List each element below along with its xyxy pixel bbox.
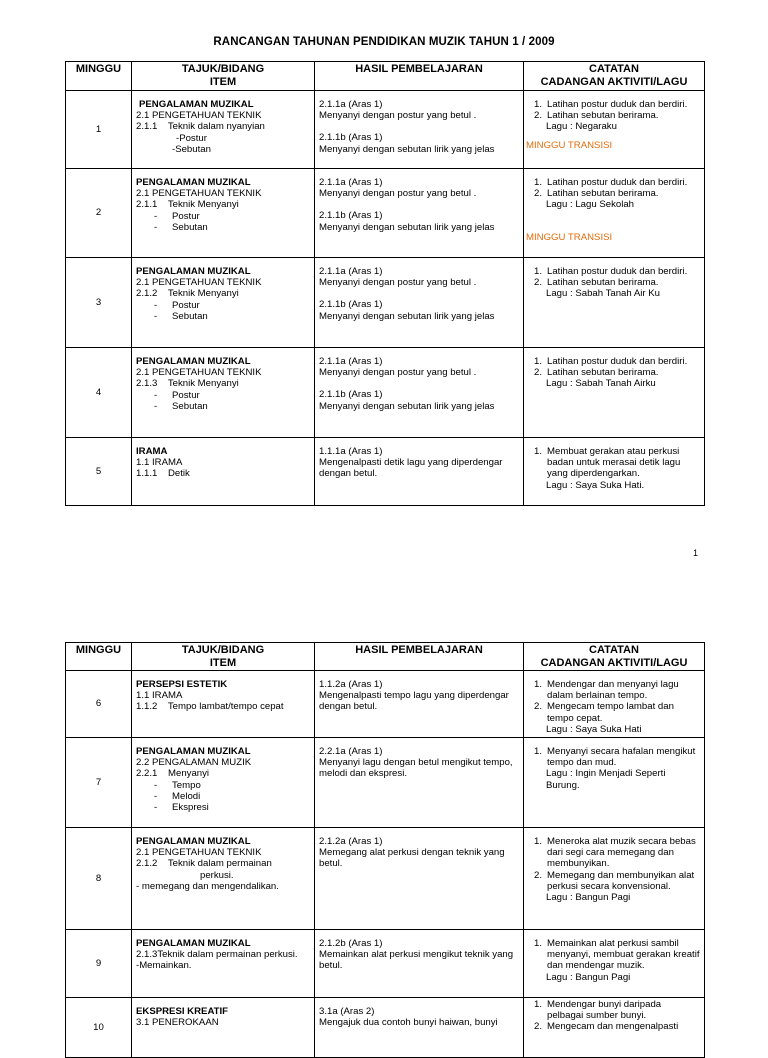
outcome-text: Menyanyi dengan sebutan lirik yang jelas bbox=[319, 143, 495, 155]
outcome-code: 2.1.2a (Aras 1) bbox=[319, 836, 383, 847]
topic-line: 2.2.1 Menyanyi bbox=[136, 768, 210, 780]
transition-week-label: MINGGU TRANSISI bbox=[526, 139, 613, 151]
activity-list bbox=[528, 999, 700, 1033]
topic-heading: PENGALAMAN MUZIKAL bbox=[136, 177, 251, 188]
topic-line: Tempo bbox=[172, 779, 201, 791]
outcome-code: 2.1.1a (Aras 1) bbox=[319, 266, 383, 277]
outcome-code: 2.1.1a (Aras 1) bbox=[319, 356, 383, 367]
topic-heading: PENGALAMAN MUZIKAL bbox=[136, 356, 251, 367]
topic-heading: IRAMA bbox=[136, 446, 168, 457]
song-line: Lagu : Lagu Sekolah bbox=[546, 199, 635, 211]
topic-cell bbox=[132, 438, 315, 506]
week-number: 1 bbox=[66, 91, 132, 169]
header-outcome: HASIL PEMBELAJARAN bbox=[315, 62, 524, 91]
notes-cell bbox=[524, 438, 705, 506]
topic-cell bbox=[132, 91, 315, 169]
topic-line: 2.2 PENGALAMAN MUZIK bbox=[136, 757, 252, 769]
outcome-text: Menyanyi dengan postur yang betul . bbox=[319, 277, 477, 289]
activity-list bbox=[528, 177, 700, 199]
topic-line: 1.1 IRAMA bbox=[136, 457, 183, 469]
song-line: Lagu : Bangun Pagi bbox=[546, 892, 631, 904]
topic-line: Sebutan bbox=[172, 310, 208, 322]
outcome-cell bbox=[315, 348, 524, 438]
list-item: 2. Mengecam tempo lambat dan tempo cepat. bbox=[533, 701, 674, 724]
plan-table-1 bbox=[65, 61, 705, 506]
topic-line: 1.1.2 Tempo lambat/tempo cepat bbox=[136, 701, 284, 713]
topic-heading: PENGALAMAN MUZIKAL bbox=[136, 938, 251, 949]
topic-line: 1.1.1 Detik bbox=[136, 468, 190, 480]
list-item: 1. Meneroka alat muzik secara bebas dari segi cara memegang dan membunyikan. bbox=[533, 836, 696, 870]
table-row bbox=[66, 998, 705, 1058]
header-topic bbox=[132, 643, 315, 671]
header-topic bbox=[132, 62, 315, 91]
table-row bbox=[66, 348, 705, 438]
topic-line: - memegang dan mengendalikan. bbox=[136, 880, 279, 892]
notes-cell bbox=[524, 738, 705, 828]
topic-cell: PENGALAMAN MUZIKAL 2.2 PENGALAMAN MUZIK 2.2.1 Menyanyi - Tempo - Melodi - Ekspresi bbox=[132, 738, 315, 828]
outcome-code: 1.1.2a (Aras 1) bbox=[319, 679, 383, 690]
outcome-cell bbox=[315, 169, 524, 258]
outcome-cell bbox=[315, 258, 524, 348]
topic-cell bbox=[132, 828, 315, 930]
list-item: 1. Latihan postur duduk dan berdiri. bbox=[533, 99, 688, 110]
notes-cell bbox=[524, 258, 705, 348]
list-item: 1. Memainkan alat perkusi sambil menyanyi, membuat gerakan kreatif dan mendengar muzik. bbox=[533, 938, 700, 972]
topic-line: 2.1.3Teknik dalam permainan perkusi. bbox=[136, 949, 298, 961]
song-line: Lagu : Sabah Tanah Airku bbox=[546, 378, 656, 390]
activity-list bbox=[528, 356, 700, 378]
week-number: 10 bbox=[66, 998, 132, 1058]
topic-line: Sebutan bbox=[172, 400, 208, 412]
outcome-text: Mengenalpasti tempo lagu yang diperdengar dengan betul. bbox=[319, 690, 509, 713]
activity-list bbox=[528, 836, 700, 892]
notes-cell bbox=[524, 671, 705, 738]
song-line: Lagu : Bangun Pagi bbox=[546, 971, 631, 983]
topic-cell: PENGALAMAN MUZIKAL 2.1 PENGETAHUAN TEKNIK 2.1.2 Teknik Menyanyi - Postur - Sebutan bbox=[132, 258, 315, 348]
topic-line: 3.1 PENEROKAAN bbox=[136, 1017, 219, 1029]
outcome-code: 3.1a (Aras 2) bbox=[319, 1006, 375, 1017]
outcome-code: 2.1.1b (Aras 1) bbox=[319, 389, 383, 401]
outcome-text: Memainkan alat perkusi mengikut teknik yang betul. bbox=[319, 949, 514, 972]
activity-list bbox=[528, 938, 700, 972]
song-line: Lagu : Ingin Menjadi Seperti Burung. bbox=[546, 768, 666, 791]
topic-heading: EKSPRESI KREATIF bbox=[136, 1006, 229, 1017]
list-item: 2. Latihan sebutan berirama. bbox=[533, 188, 659, 200]
topic-line: Postur bbox=[172, 210, 200, 222]
header-topic-line-2: ITEM bbox=[209, 657, 237, 669]
topic-line: Postur bbox=[172, 299, 200, 311]
topic-heading: PENGALAMAN MUZIKAL bbox=[136, 836, 251, 847]
topic-line: 2.1 PENGETAHUAN TEKNIK bbox=[136, 367, 262, 379]
notes-cell bbox=[524, 998, 705, 1058]
header-week: MINGGU bbox=[66, 62, 132, 91]
topic-heading: PENGALAMAN MUZIKAL bbox=[136, 266, 251, 277]
list-item: 1. Latihan postur duduk dan berdiri. bbox=[533, 266, 688, 277]
header-row bbox=[66, 643, 705, 671]
header-topic-line-1: TAJUK/BIDANG bbox=[181, 63, 265, 75]
notes-cell bbox=[524, 169, 705, 258]
header-notes-line-1: CATATAN bbox=[589, 644, 639, 656]
plan-table-2 bbox=[65, 642, 705, 1058]
outcome-cell bbox=[315, 738, 524, 828]
list-item: 2. Mengecam dan mengenalpasti bbox=[533, 1021, 679, 1033]
outcome-code: 2.1.2b (Aras 1) bbox=[319, 938, 383, 949]
topic-line: 2.1 PENGETAHUAN TEKNIK bbox=[136, 277, 262, 289]
song-line: Lagu : Saya Suka Hati. bbox=[546, 479, 645, 491]
header-notes-line-2: CADANGAN AKTIVITI/LAGU bbox=[540, 76, 688, 88]
header-notes-line-1: CATATAN bbox=[589, 63, 639, 75]
list-item: 1. Latihan postur duduk dan berdiri. bbox=[533, 177, 688, 188]
header-notes bbox=[524, 62, 705, 91]
list-item: 2. Latihan sebutan berirama. bbox=[533, 277, 659, 289]
outcome-text: Mengenalpasti detik lagu yang diperdengar dengan betul. bbox=[319, 457, 503, 480]
outcome-cell bbox=[315, 671, 524, 738]
outcome-text: Menyanyi dengan sebutan lirik yang jelas bbox=[319, 221, 495, 233]
topic-cell bbox=[132, 671, 315, 738]
outcome-code: 2.1.1b (Aras 1) bbox=[319, 132, 383, 144]
topic-line: perkusi. bbox=[200, 869, 234, 881]
activity-list bbox=[528, 99, 700, 121]
topic-cell bbox=[132, 930, 315, 998]
transition-week-label: MINGGU TRANSISI bbox=[526, 231, 613, 243]
page-title: RANCANGAN TAHUNAN PENDIDIKAN MUZIK TAHUN 1 / 2009 bbox=[213, 36, 555, 48]
topic-cell: PENGALAMAN MUZIKAL 2.1 PENGETAHUAN TEKNIK 2.1.3 Teknik Menyanyi - Postur - Sebutan bbox=[132, 348, 315, 438]
topic-line: 2.1.3 Teknik Menyanyi bbox=[136, 378, 239, 390]
outcome-text: Menyanyi lagu dengan betul mengikut tempo, melodi dan ekspresi. bbox=[319, 757, 513, 780]
week-number: 4 bbox=[66, 348, 132, 438]
outcome-text: Menyanyi dengan sebutan lirik yang jelas bbox=[319, 400, 495, 412]
list-item: 1. Menyanyi secara hafalan mengikut tempo dan mud. bbox=[533, 746, 696, 769]
topic-line: Sebutan bbox=[172, 221, 208, 233]
header-notes bbox=[524, 643, 705, 671]
header-topic-line-1: TAJUK/BIDANG bbox=[181, 644, 265, 656]
outcome-code: 2.1.1a (Aras 1) bbox=[319, 99, 383, 110]
activity-list bbox=[528, 679, 700, 724]
week-number: 8 bbox=[66, 828, 132, 930]
header-week: MINGGU bbox=[66, 643, 132, 671]
header-row bbox=[66, 62, 705, 91]
header-notes-line-2: CADANGAN AKTIVITI/LAGU bbox=[540, 657, 688, 669]
table-row bbox=[66, 438, 705, 506]
topic-line: Postur bbox=[172, 389, 200, 401]
topic-line: Melodi bbox=[172, 790, 201, 802]
table-row bbox=[66, 828, 705, 930]
list-item: 1. Membuat gerakan atau perkusi badan untuk merasai detik lagu yang diperdengarkan. bbox=[533, 446, 681, 480]
page-number: 1 bbox=[693, 548, 699, 558]
topic-cell bbox=[132, 998, 315, 1058]
outcome-code: 2.1.1b (Aras 1) bbox=[319, 210, 383, 222]
notes-cell bbox=[524, 828, 705, 930]
topic-heading: PENGALAMAN MUZIKAL bbox=[136, 746, 251, 757]
song-line: Lagu : Saya Suka Hati bbox=[546, 723, 642, 735]
outcome-cell bbox=[315, 998, 524, 1058]
week-number: 9 bbox=[66, 930, 132, 998]
outcome-cell bbox=[315, 91, 524, 169]
outcome-code: 1.1.1a (Aras 1) bbox=[319, 446, 383, 457]
song-line: Lagu : Negaraku bbox=[546, 121, 617, 133]
outcome-cell bbox=[315, 438, 524, 506]
outcome-cell bbox=[315, 828, 524, 930]
topic-heading: PENGALAMAN MUZIKAL bbox=[139, 99, 254, 110]
outcome-text: Menyanyi dengan postur yang betul . bbox=[319, 110, 477, 122]
week-number: 3 bbox=[66, 258, 132, 348]
outcome-text: Menyanyi dengan postur yang betul . bbox=[319, 367, 477, 379]
outcome-text: Menyanyi dengan postur yang betul . bbox=[319, 188, 477, 200]
topic-heading: PERSEPSI ESTETIK bbox=[136, 679, 228, 690]
header-topic-line-2: ITEM bbox=[209, 76, 237, 88]
outcome-code: 2.1.1b (Aras 1) bbox=[319, 299, 383, 311]
topic-line: 1.1 IRAMA bbox=[136, 690, 183, 702]
outcome-text: Memegang alat perkusi dengan teknik yang betul. bbox=[319, 847, 505, 870]
list-item: 2. Memegang dan membunyikan alat perkusi secara konvensional. bbox=[533, 869, 695, 892]
table-row bbox=[66, 258, 705, 348]
topic-line: 2.1 PENGETAHUAN TEKNIK bbox=[136, 110, 262, 122]
table-row bbox=[66, 671, 705, 738]
list-item: 1. Mendengar dan menyanyi lagu dalam berlainan tempo. bbox=[533, 679, 679, 702]
outcome-code: 2.2.1a (Aras 1) bbox=[319, 746, 383, 757]
list-item: 1. Latihan postur duduk dan berdiri. bbox=[533, 356, 688, 367]
activity-list bbox=[528, 446, 700, 480]
song-line: Lagu : Sabah Tanah Air Ku bbox=[546, 288, 660, 300]
topic-line: 2.1.1 Teknik Menyanyi bbox=[136, 199, 239, 211]
topic-line: 2.1.2 Teknik dalam permainan bbox=[136, 858, 272, 870]
topic-line: -Sebutan bbox=[172, 143, 211, 155]
week-number: 2 bbox=[66, 169, 132, 258]
topic-line: Ekspresi bbox=[172, 802, 209, 814]
notes-cell bbox=[524, 348, 705, 438]
outcome-code: 2.1.1a (Aras 1) bbox=[319, 177, 383, 188]
outcome-cell bbox=[315, 930, 524, 998]
topic-line: 2.1.1 Teknik dalam nyanyian bbox=[136, 121, 265, 133]
list-item: 2. Latihan sebutan berirama. bbox=[533, 110, 659, 122]
topic-line: 2.1.2 Teknik Menyanyi bbox=[136, 288, 239, 300]
table-row bbox=[66, 169, 705, 258]
topic-line: 2.1 PENGETAHUAN TEKNIK bbox=[136, 188, 262, 200]
topic-line: -Memainkan. bbox=[136, 960, 192, 972]
activity-list bbox=[528, 746, 700, 768]
table-row bbox=[66, 91, 705, 169]
list-item: 2. Latihan sebutan berirama. bbox=[533, 367, 659, 379]
outcome-text: Mengajuk dua contoh bunyi haiwan, bunyi bbox=[319, 1017, 498, 1029]
notes-cell bbox=[524, 91, 705, 169]
table-row bbox=[66, 738, 705, 828]
topic-line: 2.1 PENGETAHUAN TEKNIK bbox=[136, 847, 262, 859]
notes-cell bbox=[524, 930, 705, 998]
topic-line: -Postur bbox=[176, 132, 207, 144]
header-outcome: HASIL PEMBELAJARAN bbox=[315, 643, 524, 671]
activity-list bbox=[528, 266, 700, 288]
outcome-text: Menyanyi dengan sebutan lirik yang jelas bbox=[319, 310, 495, 322]
week-number: 6 bbox=[66, 671, 132, 738]
table-row bbox=[66, 930, 705, 998]
week-number: 7 bbox=[66, 738, 132, 828]
week-number: 5 bbox=[66, 438, 132, 506]
topic-cell: PENGALAMAN MUZIKAL 2.1 PENGETAHUAN TEKNIK 2.1.1 Teknik Menyanyi - Postur - Sebutan bbox=[132, 169, 315, 258]
list-item: 1. Mendengar bunyi daripada pelbagai sumber bunyi. bbox=[533, 999, 662, 1022]
